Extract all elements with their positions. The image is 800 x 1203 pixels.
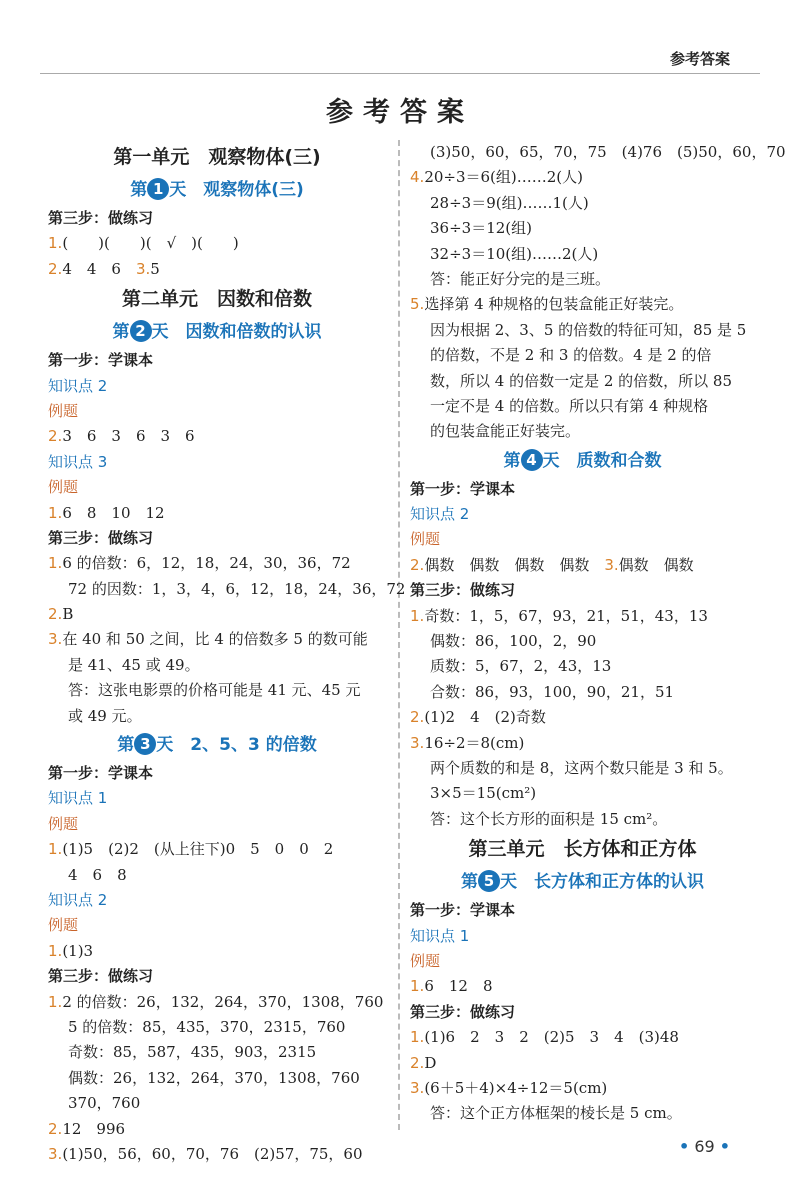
answer-text: (1)6 2 3 2 (2)5 3 4 (3)48	[424, 1028, 679, 1047]
answer-line	[410, 1051, 755, 1076]
answer-line: (3)50，60，65，70，75 (4)76 (5)50，60，70	[430, 143, 786, 161]
answer-text: (1)50，56，60，70，76 (2)57，75，60	[62, 1144, 363, 1163]
unit-heading: 第二单元 因数和倍数	[121, 288, 312, 311]
question-number: 3.	[135, 259, 151, 278]
day-heading	[48, 316, 386, 348]
step-heading: 第三步：做练习	[48, 209, 154, 227]
answer-line: 5 的倍数：85，435，370，2315，760	[68, 1017, 346, 1036]
answer-text: 3 6 3 6 3 6	[62, 427, 195, 446]
answer-text: 4 4 6	[62, 259, 121, 278]
unit-heading: 第一单元 观察物体(三)	[113, 146, 321, 168]
example-label: 例题	[48, 916, 79, 935]
day-number-badge: 4	[521, 449, 543, 471]
answer-line: 3×5＝15(cm²)	[430, 784, 537, 803]
question-number: 2.	[410, 708, 425, 727]
answer-line: 28÷3＝9(组)……1(人)	[430, 193, 589, 212]
day-title: 天 2、5、3 的倍数	[156, 735, 317, 756]
answer-line: 质数：5，67，2，43，13	[430, 657, 612, 676]
question-number: 3.	[48, 630, 63, 649]
question-number: 1.	[48, 992, 63, 1011]
answer-line: 32÷3＝10(组)……2(人)	[430, 244, 599, 263]
answer-text: 奇数：1，5，67，93，21，51，43，13	[424, 606, 708, 625]
answer-line: 一定不是 4 的倍数。所以只有第 4 种规格	[430, 396, 709, 415]
answer-line	[48, 257, 386, 282]
day-heading	[410, 445, 755, 477]
answer-line	[48, 231, 386, 256]
answer-line: 是 41、45 或 49。	[68, 655, 200, 674]
answer-text: (1)2 4 (2)奇数	[424, 708, 546, 727]
day-number-badge: 5	[478, 870, 500, 892]
answer-line: 4 6 8	[68, 865, 127, 884]
question-number: 3.	[410, 733, 425, 752]
day-heading	[48, 174, 386, 206]
answer-text: (1)5 (2)2 (从上往下)0 5 0 0 2	[62, 840, 334, 859]
day-title: 天 长方体和正方体的认识	[500, 872, 704, 893]
answer-text: 2 的倍数：26，132，264，370，1308，760	[62, 992, 384, 1011]
day-heading	[48, 729, 386, 761]
unit-heading: 第三单元 长方体和正方体	[468, 838, 697, 861]
column-divider	[398, 140, 400, 1130]
question-number: 2.	[410, 555, 425, 574]
answer-line: 合数：86，93，100，90，21，51	[430, 682, 675, 701]
question-number: 1.	[410, 1028, 425, 1047]
knowledge-point-label: 知识点 2	[410, 505, 470, 524]
answer-line	[48, 551, 386, 576]
answer-text: 6 12 8	[424, 977, 493, 996]
answer-line: 偶数：86，100，2，90	[430, 632, 597, 651]
question-number: 3.	[604, 555, 619, 574]
answer-line	[410, 705, 755, 730]
answer-line	[410, 1025, 755, 1050]
answer-line: 偶数：26，132，264，370，1308，760	[68, 1068, 360, 1087]
answer-line	[48, 627, 386, 652]
step-heading: 第三步：做练习	[410, 1002, 516, 1021]
page-number-text: 69	[694, 1137, 715, 1156]
answer-line	[410, 731, 755, 756]
answer-line: 72 的因数：1，3，4，6，12，18，24，36，72	[68, 579, 406, 598]
step-heading: 第三步：做练习	[48, 528, 154, 547]
answer-line: 答：能正好分完的是三班。	[430, 269, 611, 288]
bullet-dot-icon: •	[719, 1137, 730, 1156]
day-title: 天 观察物体(三)	[169, 180, 304, 200]
question-number: 1.	[48, 941, 63, 960]
question-number: 1.	[48, 503, 63, 522]
answer-line: 两个质数的和是 8，这两个数只能是 3 和 5。	[430, 758, 733, 777]
answer-line: 数，所以 4 的倍数一定是 2 的倍数，所以 85	[430, 371, 733, 390]
answer-text: 20÷3＝6(组)……2(人)	[424, 168, 584, 187]
day-number-badge: 1	[147, 178, 169, 200]
answer-line: 370，760	[68, 1094, 141, 1113]
question-number: 4.	[410, 168, 425, 187]
day-prefix: 第	[503, 450, 521, 471]
answer-line	[48, 990, 386, 1015]
day-heading	[410, 866, 755, 898]
question-number: 2.	[48, 1119, 63, 1138]
question-number: 1.	[48, 840, 63, 859]
answer-text: 6 8 10 12	[62, 503, 165, 522]
step-heading: 第三步：做练习	[410, 581, 516, 600]
day-prefix: 第	[461, 872, 478, 893]
example-label: 例题	[48, 401, 79, 420]
knowledge-point-label: 知识点 2	[48, 890, 108, 909]
answer-line: 的倍数，不是 2 和 3 的倍数。4 是 2 的倍	[430, 346, 712, 365]
question-number: 1.	[48, 234, 63, 253]
answer-line	[410, 165, 755, 190]
question-number: 1.	[410, 977, 425, 996]
answer-line	[48, 424, 386, 449]
answer-line	[48, 602, 386, 627]
day-prefix: 第	[130, 180, 148, 200]
answer-text: 12 996	[62, 1119, 126, 1138]
header-rule	[40, 73, 760, 74]
question-number: 1.	[48, 554, 63, 573]
answer-line	[48, 1117, 386, 1142]
knowledge-point-label: 知识点 1	[48, 789, 108, 808]
question-number: 3.	[48, 1144, 63, 1163]
answer-line: 答：这个正方体框架的棱长是 5 cm。	[430, 1104, 682, 1123]
answer-line	[410, 553, 755, 578]
knowledge-point-label: 知识点 2	[48, 376, 108, 395]
step-heading: 第一步：学课本	[410, 479, 516, 498]
answer-line	[410, 1076, 755, 1101]
day-title: 天 质数和合数	[542, 450, 662, 471]
answer-line	[410, 604, 755, 629]
knowledge-point-label: 知识点 1	[410, 926, 470, 945]
answer-line	[48, 501, 386, 526]
day-prefix: 第	[117, 735, 135, 756]
answer-line: 答：这张电影票的价格可能是 41 元、45 元	[68, 681, 361, 700]
question-number: 5.	[410, 295, 425, 314]
answer-line: 奇数：85，587，435，903，2315	[68, 1043, 317, 1062]
header-label: 参考答案	[669, 50, 730, 68]
answer-text: 5	[150, 259, 160, 278]
answer-line	[48, 1142, 386, 1167]
answer-text: 偶数 偶数 偶数 偶数	[424, 555, 590, 574]
question-number: 2.	[48, 259, 63, 278]
step-heading: 第三步：做练习	[48, 967, 154, 986]
answer-line	[410, 292, 755, 317]
answer-text: 偶数 偶数	[618, 555, 694, 574]
answer-text: (6＋5＋4)×4÷12＝5(cm)	[424, 1078, 608, 1097]
answer-line: 答：这个长方形的面积是 15 cm²。	[430, 809, 668, 828]
answer-text: 16÷2＝8(cm)	[424, 733, 525, 752]
step-heading: 第一步：学课本	[410, 901, 516, 920]
day-title: 天 因数和倍数的认识	[151, 322, 322, 343]
knowledge-point-label: 知识点 3	[48, 452, 108, 471]
answer-line: 36÷3＝12(组)	[430, 219, 532, 238]
question-number: 2.	[48, 605, 63, 624]
answer-text: 在 40 和 50 之间，比 4 的倍数多 5 的数可能	[62, 630, 368, 649]
day-number-badge: 2	[130, 320, 152, 342]
day-prefix: 第	[112, 322, 130, 343]
bullet-dot-icon: •	[678, 1137, 690, 1156]
answer-text: D	[424, 1053, 437, 1072]
example-label: 例题	[410, 951, 441, 970]
question-number: 2.	[410, 1053, 425, 1072]
answer-text: B	[62, 605, 74, 624]
day-number-badge: 3	[134, 733, 156, 755]
answer-line	[410, 974, 755, 999]
answer-text: 6 的倍数：6，12，18，24，30，36，72	[62, 554, 351, 573]
example-label: 例题	[410, 530, 441, 549]
right-column	[410, 140, 786, 1127]
answer-line	[48, 837, 386, 862]
answer-text: (1)3	[62, 941, 94, 960]
question-number: 1.	[410, 606, 425, 625]
step-heading: 第一步：学课本	[48, 764, 154, 783]
question-number: 3.	[410, 1078, 425, 1097]
answer-line	[48, 939, 386, 964]
page-number	[679, 1137, 730, 1156]
step-heading: 第一步：学课本	[48, 351, 154, 370]
example-label: 例题	[48, 814, 79, 833]
page-title: 参考答案	[326, 97, 474, 128]
left-column	[48, 140, 406, 1167]
answer-line: 因为根据 2、3、5 的倍数的特征可知，85 是 5	[430, 320, 747, 339]
answer-line: 的包装盒能正好装完。	[430, 422, 581, 441]
answer-text: ( )( )( √ )( )	[62, 234, 239, 253]
question-number: 2.	[48, 427, 63, 446]
answer-line: 或 49 元。	[68, 706, 142, 725]
example-label: 例题	[48, 478, 79, 497]
answer-text: 选择第 4 种规格的包装盒能正好装完。	[424, 295, 684, 314]
